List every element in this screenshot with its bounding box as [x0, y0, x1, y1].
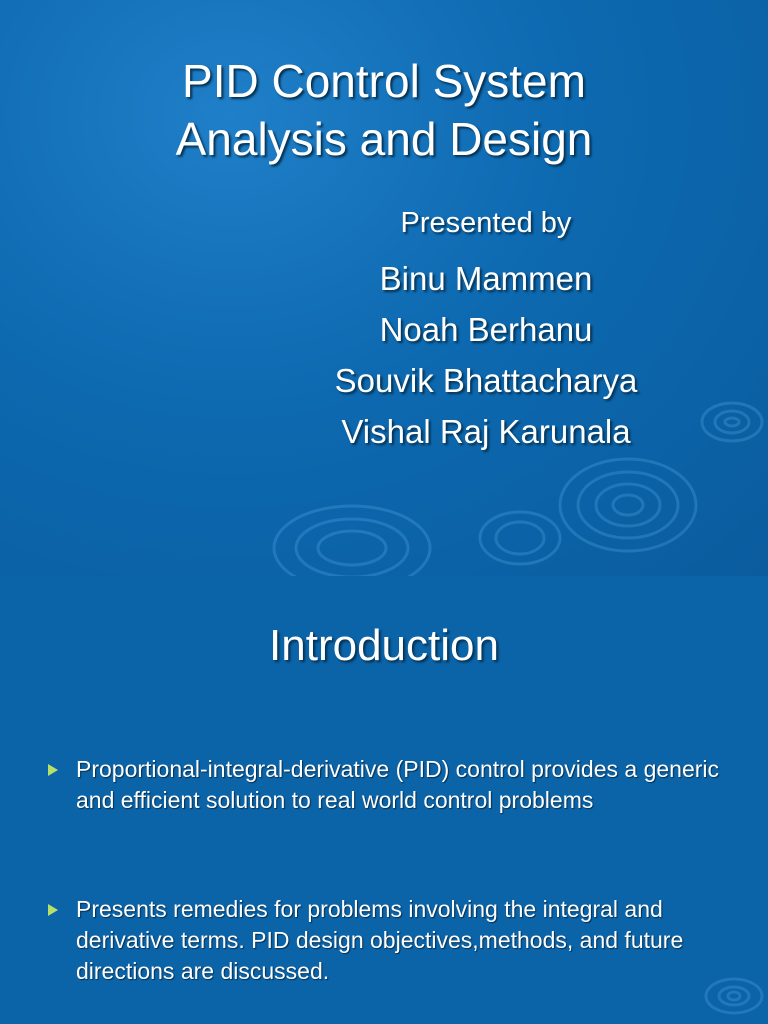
arrowhead-bullet-icon: [48, 904, 58, 916]
slide-title-heading: [0, 52, 768, 168]
title-line-1: PID Control System: [182, 55, 586, 107]
presenter-name: Vishal Raj Karunala: [341, 413, 631, 450]
bullet-list: [46, 754, 726, 987]
bullet-item: [46, 754, 726, 816]
bullet-text: Proportional-integral-derivative (PID) control provides a generic and efficient solution to real world control problems: [76, 756, 720, 813]
presenter-name: Souvik Bhattacharya: [334, 362, 638, 399]
arrowhead-bullet-icon: [48, 764, 58, 776]
bullet-item: [46, 894, 726, 987]
presenter-name: Binu Mammen: [379, 260, 593, 297]
introduction-heading: Introduction: [269, 621, 499, 670]
slide-introduction: [0, 576, 768, 1024]
presented-by-label: Presented by: [400, 207, 572, 239]
bullet-text: Presents remedies for problems involving the integral and derivative terms. PID design objectives,methods, and future directions are discussed.: [76, 896, 684, 984]
presenter-list: [0, 253, 768, 457]
presenter-name: Noah Berhanu: [379, 311, 593, 348]
title-line-2: Analysis and Design: [175, 113, 593, 165]
